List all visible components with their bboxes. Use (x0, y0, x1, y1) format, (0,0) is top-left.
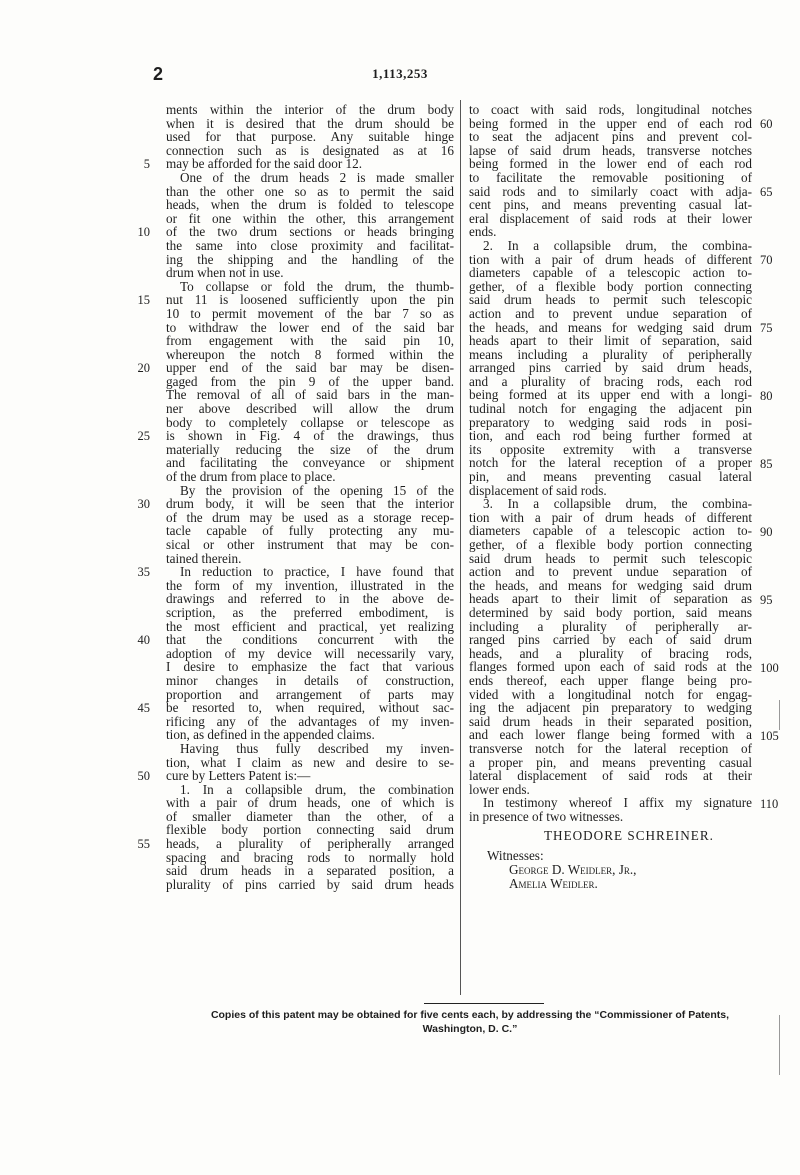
text-line: I desire to emphasize the fact that various (166, 659, 454, 675)
text-line: tained therein. (166, 550, 242, 566)
text-line: drawings and referred to in the above de- (166, 591, 454, 607)
text-line: and each lower flange being formed with a (469, 727, 752, 743)
line-number: 5 (143, 157, 150, 172)
text-line: than the other one so as to permit the said (166, 183, 454, 199)
text-line: to seat the adjacent pins and prevent col- (469, 129, 752, 145)
text-line: diameters capable of a telescopic action to- (469, 523, 752, 539)
text-line: heads apart to their limit of separation as (469, 591, 752, 607)
line-number: 70 (760, 252, 773, 267)
line-number: 110 (760, 796, 779, 811)
text-line: lateral displacement of said rods at their (469, 768, 752, 784)
line-number: 30 (137, 497, 150, 512)
text-line: and a plurality of bracing rods, each rod (469, 373, 752, 389)
footer-line-2: Washington, D. C.” (422, 1023, 518, 1035)
text-line: notch for the lateral reception of a proper (469, 455, 752, 471)
line-number: 65 (760, 184, 773, 199)
text-line: pin, and means preventing casual lateral (469, 469, 752, 485)
text-line: heads, and a plurality of bracing rods, (469, 645, 752, 661)
line-number: 45 (137, 701, 150, 716)
text-line: body to completely collapse or telescope as (166, 414, 454, 430)
text-line: adoption of my device will necessarily vary, (166, 645, 454, 661)
inventor-signature: THEODORE SCHREINER. (544, 828, 714, 844)
text-line: whereupon the notch 8 formed within the (166, 346, 454, 362)
text-line: to withdraw the lower end of the said bar (166, 319, 454, 335)
text-line: Having thus fully described my inven- (180, 740, 454, 756)
text-line: from engagement with the said pin 10, (166, 333, 454, 349)
text-line: ends. (469, 224, 497, 240)
text-line: minor changes in details of construction, (166, 672, 454, 688)
text-line: its opposite extremity with a transverse (469, 441, 752, 457)
witness-signature: George D. Weidler, Jr., (509, 862, 637, 878)
text-line: to facilitate the removable positioning of (469, 169, 752, 185)
text-line: flanges formed upon each of said rods at the (469, 659, 752, 675)
text-line: may be afforded for the said door 12. (166, 156, 363, 172)
text-line: gaged from the pin 9 of the upper band. (166, 373, 454, 389)
line-number: 80 (760, 388, 773, 403)
text-line: action and to prevent undue separation of (469, 564, 752, 580)
line-number: 95 (760, 592, 773, 607)
margin-mark (779, 700, 780, 730)
line-number: 105 (760, 728, 779, 743)
text-line: including a plurality of peripherally ar- (469, 618, 752, 634)
line-number: 75 (760, 320, 773, 335)
margin-mark (779, 1015, 780, 1075)
footer-line-1: Copies of this patent may be obtained for five cents each, by addressing the “Commissioner of Patents, (210, 1009, 730, 1021)
patent-number: 1,113,253 (372, 66, 428, 81)
text-line: 1. In a collapsible drum, the combination (180, 781, 454, 797)
text-line: heads, a plurality of peripherally arranged (166, 836, 454, 852)
line-number: 25 (137, 429, 150, 444)
witnesses-label: Witnesses: (487, 848, 544, 864)
text-line: preparatory to wedging said rods in posi- (469, 414, 752, 430)
text-line: the same into close proximity and facilitat- (166, 237, 454, 253)
text-line: cure by Letters Patent is:— (166, 768, 311, 784)
text-line: scription, as the preferred embodiment, is (166, 604, 454, 620)
text-line: the heads, and means for wedging said drum (469, 319, 752, 335)
text-line: displacement of said rods. (469, 482, 607, 498)
line-number: 40 (137, 633, 150, 648)
text-line: cent pins, and means preventing casual lat- (469, 197, 752, 213)
text-line: spacing and bracing rods to normally hold (166, 849, 454, 865)
column-divider (460, 100, 461, 995)
line-number: 35 (137, 565, 150, 580)
text-line: tion, and each rod being further formed at (469, 428, 752, 444)
text-line: used for that purpose. Any suitable hinge (166, 129, 454, 145)
text-line: materially reducing the size of the drum (166, 441, 454, 457)
text-line: means including a plurality of peripherally (469, 346, 752, 362)
text-line: proportion and arrangement of parts may (166, 686, 454, 702)
text-line: with a pair of drum heads, one of which is (166, 795, 454, 811)
text-line: tacle capable of fully protecting any mu- (166, 523, 454, 539)
text-line: of the drum may be used as a storage recep- (166, 509, 454, 525)
line-number: 20 (137, 361, 150, 376)
text-line: in presence of two witnesses. (469, 808, 624, 824)
text-line: eral displacement of said rods at their lower (469, 210, 752, 226)
text-line: a proper pin, and means preventing casual (469, 754, 752, 770)
line-number: 55 (137, 837, 150, 852)
page-number: 2 (153, 64, 164, 84)
line-number: 10 (137, 225, 150, 240)
text-line: said drum heads in their separated position, (469, 713, 752, 729)
text-line: ends thereof, each upper flange being pro- (469, 672, 752, 688)
text-line: the most efficient and practical, yet realizing (166, 618, 454, 634)
text-line: said drum heads to permit such telescopic (469, 550, 752, 566)
text-line: ing the shipping and the handling of the (166, 251, 454, 267)
text-line: diameters capable of a telescopic action to- (469, 265, 752, 281)
text-line: arranged pins carried by said drum heads, (469, 360, 752, 376)
text-line: determined by said body portion, said means (469, 604, 752, 620)
text-line: gether, of a flexible body portion connecting (469, 278, 752, 294)
text-line: being formed at its upper end with a longi- (469, 387, 752, 403)
text-line: By the provision of the opening 15 of the (180, 482, 454, 498)
left-text-column (166, 103, 454, 891)
text-line: when it is desired that the drum should be (166, 115, 454, 131)
line-number: 90 (760, 524, 773, 539)
line-number: 50 (137, 769, 150, 784)
text-line: tudinal notch for engaging the adjacent pin (469, 401, 752, 417)
line-number: 15 (137, 293, 150, 308)
line-number: 85 (760, 456, 773, 471)
text-line: being formed in the upper end of each rod (469, 115, 752, 131)
text-line: tion, what I claim as new and desire to se- (166, 754, 454, 770)
text-line: sical or other instrument that may be con- (166, 537, 454, 552)
text-line: upper end of the said bar may be disen- (166, 360, 454, 376)
text-line: heads apart to their limit of separation, said (469, 333, 752, 349)
text-line: rificing any of the advantages of my inven- (166, 713, 454, 729)
text-line: of the two drum sections or heads bringing (166, 224, 454, 240)
text-line: connection such as is designated as at 16 (166, 142, 454, 158)
text-line: said drum heads in a separated position, a (166, 863, 454, 879)
text-line: drum when not in use. (166, 265, 284, 281)
line-number: 100 (760, 660, 779, 675)
text-line: being formed in the lower end of each rod (469, 156, 752, 172)
text-line: tion, as defined in the appended claims. (166, 727, 375, 743)
text-line: lower ends. (469, 781, 530, 797)
text-line: said drum heads to permit such telescopic (469, 292, 752, 308)
text-line: 10 to permit movement of the bar 7 so as (166, 305, 454, 321)
page-header (0, 64, 800, 84)
text-line: ments within the interior of the drum body (166, 102, 454, 117)
text-line: 2. In a collapsible drum, the combina- (483, 237, 752, 253)
text-line: tion with a pair of drum heads of different (469, 251, 752, 267)
text-line: plurality of pins carried by said drum heads (166, 876, 454, 892)
text-line: lapse of said drum heads, transverse notches (469, 142, 752, 158)
text-line: heads, when the drum is folded to telescope (166, 197, 454, 213)
text-line: vided with a longitudinal notch for engag- (469, 686, 752, 702)
text-line: of the drum from place to place. (166, 469, 336, 485)
text-line: To collapse or fold the drum, the thumb- (180, 278, 454, 294)
text-line: In testimony whereof I affix my signature (483, 795, 752, 811)
text-line: One of the drum heads 2 is made smaller (180, 169, 454, 185)
text-line: of smaller diameter than the other, of a (166, 808, 454, 824)
footer-rule (424, 1003, 544, 1004)
line-number: 60 (760, 116, 773, 131)
right-text-column (469, 103, 752, 890)
text-line: or fit one within the other, this arrangement (166, 210, 454, 226)
text-line: ner above described will allow the drum (166, 401, 454, 417)
text-line: and facilitating the conveyance or shipment (166, 455, 454, 471)
text-line: the heads, and means for wedging said drum (469, 577, 752, 593)
text-line: tion with a pair of drum heads of different (469, 509, 752, 525)
text-line: is shown in Fig. 4 of the drawings, thus (166, 428, 454, 444)
text-line: gether, of a flexible body portion connecting (469, 537, 752, 552)
text-line: said rods and to similarly coact with adja- (469, 183, 752, 199)
text-line: ing the adjacent pin preparatory to wedging (469, 700, 752, 716)
text-line: nut 11 is loosened sufficiently upon the pin (166, 292, 454, 308)
text-line: In reduction to practice, I have found that (180, 564, 454, 580)
text-line: 3. In a collapsible drum, the combina- (483, 496, 752, 512)
text-line: to coact with said rods, longitudinal notches (469, 102, 752, 117)
text-line: that the conditions concurrent with the (166, 632, 454, 648)
text-line: ranged pins carried by each of said drum (469, 632, 752, 648)
text-line: The removal of all of said bars in the man- (166, 387, 454, 403)
text-line: the form of my invention, illustrated in the (166, 577, 454, 593)
text-line: action and to prevent undue separation of (469, 305, 752, 321)
witness-signature: Amelia Weidler. (509, 875, 598, 891)
text-line: flexible body portion connecting said drum (166, 822, 454, 838)
text-line: transverse notch for the lateral reception of (469, 740, 752, 756)
text-line: be resorted to, when required, without sac- (166, 700, 454, 716)
text-line: drum body, it will be seen that the interior (166, 496, 454, 512)
footer-note (140, 1008, 800, 1036)
